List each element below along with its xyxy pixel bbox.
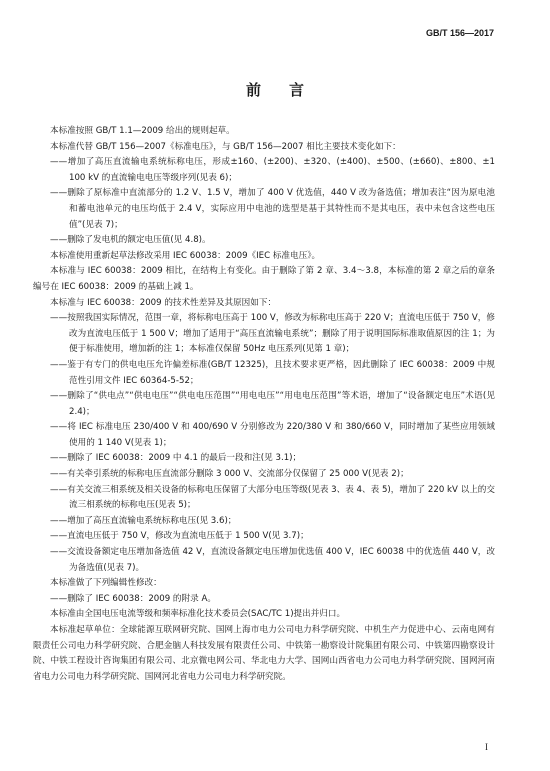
list-item: ——鉴于有专门的供电电压允许偏差标准(GB/T 12325)，且技术要求更严格，因此删除了 IEC 60038：2009 中规范性引用文件 IEC 60364-5-52； xyxy=(50,359,495,386)
page-title: 前言 xyxy=(245,81,332,99)
list-item: ——直流电压低于 750 V，修改为直流电压低于 1 500 V(见 3.7)； xyxy=(50,531,309,542)
paragraph: 本标准与 IEC 60038：2009 相比，在结构上有变化。由于删除了第 2 章、3.4～3.8，本标准的第 2 章之后的章条编号在 IEC 60038：2009 的基础上减 1。 xyxy=(33,266,495,292)
list-item: ——有关交流三相系统及相关设备的标称电压保留了大部分电压等级(见表 3、表 4、表 5)，增加了 220 kV 以上的交流三相系统的标称电压(见表 5)； xyxy=(50,484,495,511)
list-item: ——删除了 IEC 60038：2009 中 4.1 的最后一段和注(见 3.1)； xyxy=(50,453,302,464)
list-item: ——删除了 IEC 60038：2009 的附录 A。 xyxy=(50,593,216,604)
list-item: ——将 IEC 标准电压 230/400 V 和 400/690 V 分别修改为 220/380 V 和 380/660 V，同时增加了某些应用领域使用的 1 140 V(见表 1)； xyxy=(50,422,495,448)
paragraph: 本标准起草单位：全球能源互联网研究院、国网上海市电力公司电力科学研究院、中机生产力促进中心、云南电网有限责任公司电力科学研究院、合肥金脑人科技发展有限责任公司、中铁第一勘察设计院集团有限公司、中铁第四勘察设计院、中铁工程设计咨询集团有限公司、北京微电网公司、华北电力大学、国网山西省电力公司电力科学研究院、国网河南省电力公司电力科学研究院、国网河北省电力公司电力科学研究院。 xyxy=(33,625,495,682)
paragraph: 本标准做了下列编辑性修改： xyxy=(50,578,162,589)
standard-code: GB/T 156—2017 xyxy=(425,28,494,38)
list-item: ——增加了高压直流输电系统标称电压，形成±160、(±200)、±320、(±400)、±500、(±660)、±800、±1 100 kV 的直流输电电压等级序列(见表 6)； xyxy=(50,157,495,183)
list-item: ——删除了发电机的额定电压值(见 4.8)。 xyxy=(50,235,211,246)
list-item: ——有关牵引系统的标称电压直流部分删除 3 000 V、交流部分仅保留了 25 000 V(见表 2)； xyxy=(50,469,409,480)
paragraph: 本标准与 IEC 60038：2009 的技术性差异及其原因如下： xyxy=(50,297,277,308)
list-item: ——增加了高压直流输电系统标称电压(见 3.6)； xyxy=(50,515,237,526)
paragraph: 本标准按照 GB/T 1.1—2009 给出的规则起草。 xyxy=(50,126,235,136)
paragraph: 本标准代替 GB/T 156—2007《标准电压》，与 GB/T 156—2007 相比主要技术变化如下： xyxy=(50,141,401,152)
list-item: ——删除了原标准中直流部分的 1.2 V、1.5 V，增加了 400 V 优选值，440 V 改为备选值；增加表注“因为原电池和蓄电池单元的电压均低于 2.4 V，实际应用中电池的选型是基于其特性而不是其电压，表中未包含这些电压值”(见表 7)； xyxy=(50,188,495,230)
paragraph: 本标准由全国电压电流等级和频率标准化技术委员会(SAC/TC 1)提出并归口。 xyxy=(50,609,346,620)
list-item: ——交流设备额定电压增加备选值 42 V，直流设备额定电压增加优选值 400 V，IEC 60038 中的优选值 440 V，改为备选值(见表 7)。 xyxy=(50,547,495,573)
page-number: I xyxy=(485,742,488,752)
document-body xyxy=(33,124,495,685)
paragraph: 本标准使用重新起草法修改采用 IEC 60038：2009《IEC 标准电压》。 xyxy=(50,250,321,261)
list-item: ——删除了“供电点”“供电电压”“供电电压范围”“用电电压”“用电电压范围”等术语，增加了“设备额定电压”术语(见 2.4)； xyxy=(50,391,495,417)
list-item: ——按照我国实际情况，范围一章，将标称电压高于 100 V，修改为标称电压高于 220 V；直流电压低于 750 V，修改为直流电压低于 1 500 V；增加了适用于“高压直流输电系统”；删除了用于说明国际标准取值原因的注 1；为便于标准使用，增加新的注 1；本标准仅保留 50Hz 电压系列(见第 1 章)； xyxy=(50,313,495,355)
